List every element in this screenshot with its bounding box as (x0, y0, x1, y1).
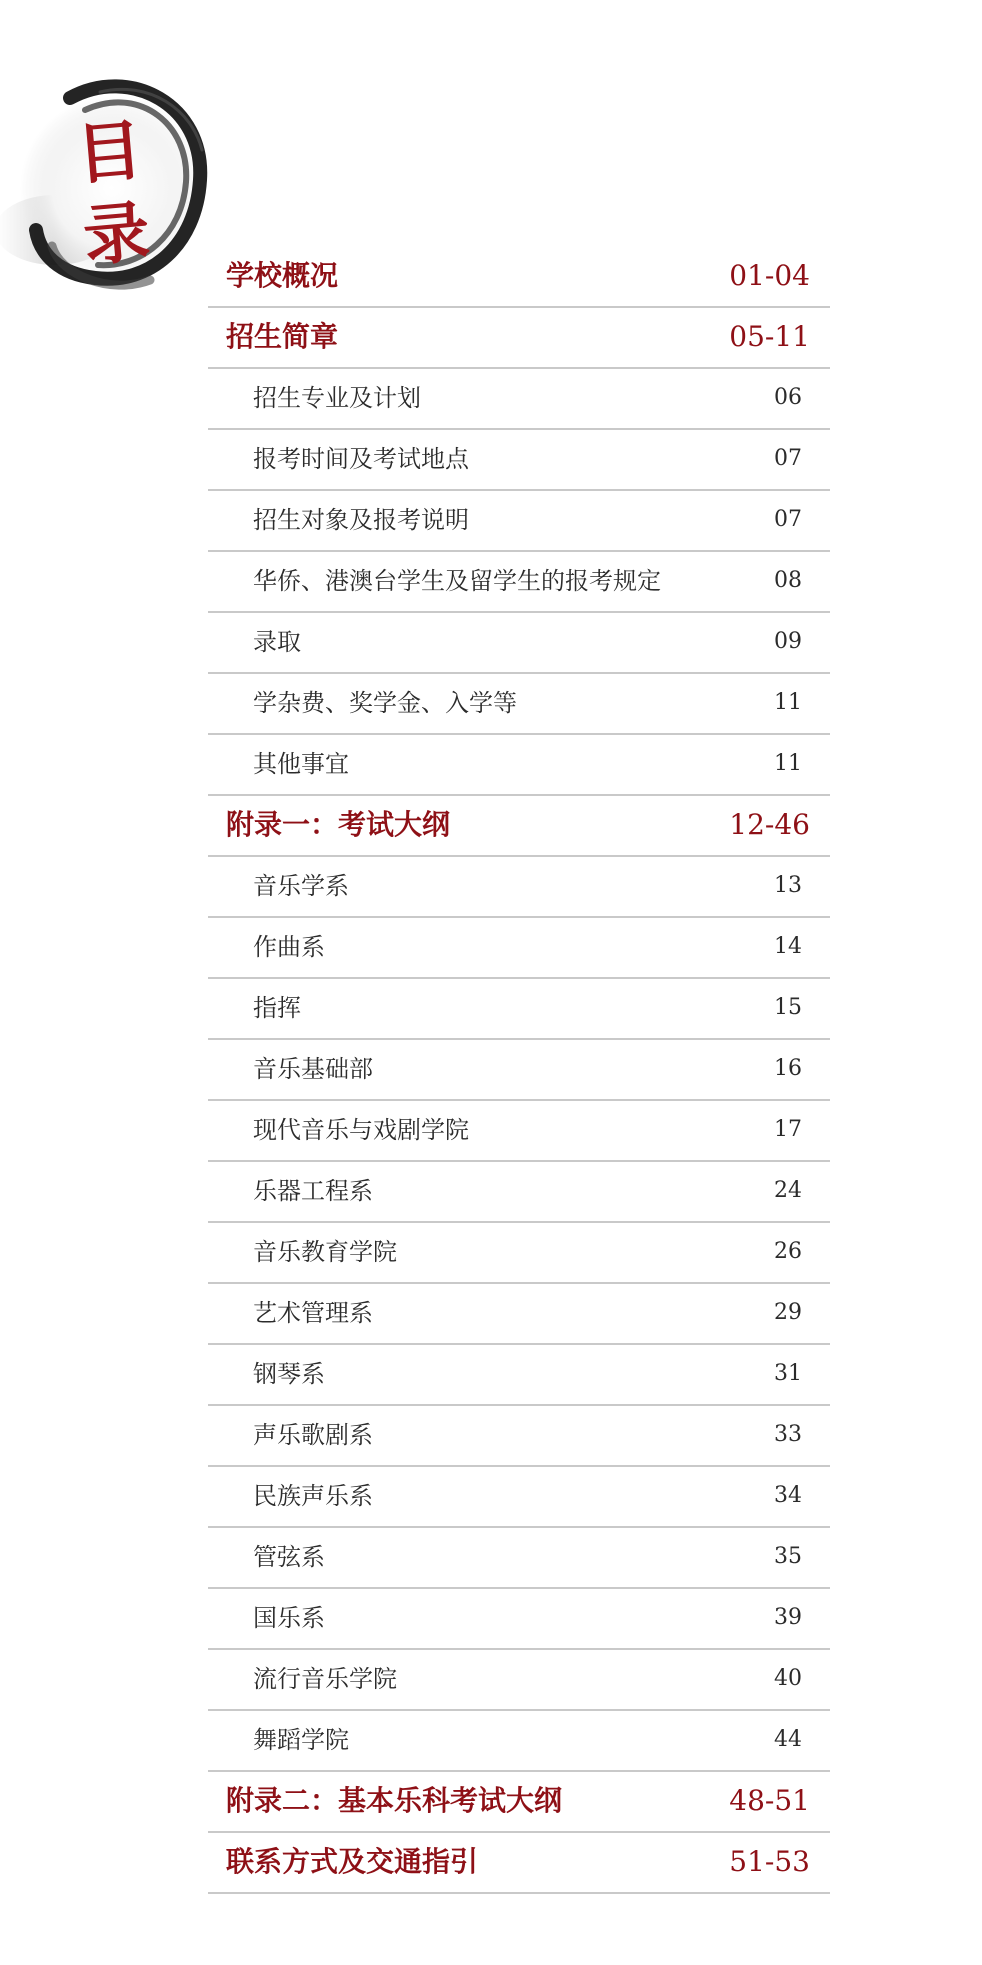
toc-page-number: 33 (774, 1422, 802, 1447)
toc-subsection-title: 招生专业及计划 (253, 384, 421, 412)
toc-subsection-title: 乐器工程系 (253, 1177, 373, 1205)
toc-section-title: 学校概况 (226, 259, 339, 292)
toc-subsection-title: 声乐歌剧系 (253, 1421, 373, 1449)
toc-section-title: 联系方式及交通指引 (226, 1845, 479, 1878)
toc-page-number: 07 (774, 446, 802, 471)
toc-section-title: 招生简章 (226, 320, 339, 353)
toc-subsection-row (208, 1406, 830, 1467)
toc-page-number: 06 (774, 385, 802, 410)
toc-subsection-row (208, 430, 830, 491)
toc-section-row (208, 308, 830, 369)
toc-page-number: 26 (774, 1239, 802, 1264)
logo-title: 目录 (73, 111, 153, 276)
toc-page-number: 31 (774, 1361, 802, 1386)
toc-section-row (208, 247, 830, 308)
toc-page-number: 29 (774, 1300, 802, 1325)
toc-section-row (208, 796, 830, 857)
toc-page-number: 48-51 (729, 1784, 810, 1817)
toc-subsection-title: 报考时间及考试地点 (253, 445, 469, 473)
toc-page-number: 16 (774, 1056, 802, 1081)
toc-subsection-title: 其他事宜 (253, 750, 349, 778)
toc-subsection-row (208, 1589, 830, 1650)
toc-subsection-title: 招生对象及报考说明 (253, 506, 469, 534)
toc-page-number: 05-11 (729, 320, 810, 353)
toc-subsection-row (208, 1345, 830, 1406)
toc-subsection-row (208, 857, 830, 918)
toc-subsection-row (208, 1528, 830, 1589)
toc-page-number: 07 (774, 507, 802, 532)
toc-subsection-title: 钢琴系 (253, 1360, 325, 1388)
toc-page-number: 51-53 (729, 1845, 810, 1878)
toc-section-row (208, 1833, 830, 1894)
toc-subsection-title: 指挥 (253, 994, 301, 1022)
toc-subsection-row (208, 979, 830, 1040)
toc-subsection-row (208, 552, 830, 613)
toc-subsection-row (208, 1650, 830, 1711)
toc-page-number: 13 (774, 873, 802, 898)
toc-subsection-title: 华侨、港澳台学生及留学生的报考规定 (253, 567, 661, 595)
toc-page-number: 11 (774, 751, 802, 776)
toc-subsection-row (208, 918, 830, 979)
toc-page-number: 44 (774, 1727, 802, 1752)
toc-subsection-title: 民族声乐系 (253, 1482, 373, 1510)
toc-subsection-row (208, 674, 830, 735)
toc-page-number: 35 (774, 1544, 802, 1569)
toc-page-number: 11 (774, 690, 802, 715)
toc-page-number: 15 (774, 995, 802, 1020)
toc-subsection-title: 音乐学系 (253, 872, 349, 900)
toc-page-number: 40 (774, 1666, 802, 1691)
toc-subsection-title: 管弦系 (253, 1543, 325, 1571)
toc-subsection-title: 作曲系 (253, 933, 325, 961)
toc-subsection-title: 现代音乐与戏剧学院 (253, 1116, 469, 1144)
toc-page-number: 12-46 (729, 808, 810, 841)
toc-subsection-row (208, 735, 830, 796)
table-of-contents (208, 247, 830, 1894)
toc-page-number: 39 (774, 1605, 802, 1630)
toc-subsection-row (208, 1284, 830, 1345)
toc-subsection-row (208, 1711, 830, 1772)
toc-subsection-title: 录取 (253, 628, 301, 656)
toc-subsection-title: 流行音乐学院 (253, 1665, 397, 1693)
toc-subsection-title: 艺术管理系 (253, 1299, 373, 1327)
toc-subsection-row (208, 491, 830, 552)
toc-subsection-row (208, 369, 830, 430)
toc-subsection-row (208, 1101, 830, 1162)
toc-subsection-title: 音乐教育学院 (253, 1238, 397, 1266)
toc-section-title: 附录二：基本乐科考试大纲 (226, 1784, 563, 1817)
toc-subsection-row (208, 1467, 830, 1528)
toc-subsection-row (208, 1040, 830, 1101)
toc-page-number: 01-04 (729, 259, 810, 292)
toc-subsection-row (208, 613, 830, 674)
toc-subsection-title: 音乐基础部 (253, 1055, 373, 1083)
toc-subsection-title: 国乐系 (253, 1604, 325, 1632)
toc-subsection-row (208, 1162, 830, 1223)
toc-section-row (208, 1772, 830, 1833)
toc-subsection-title: 舞蹈学院 (253, 1726, 349, 1754)
toc-page-number: 14 (774, 934, 802, 959)
toc-page-number: 34 (774, 1483, 802, 1508)
toc-section-title: 附录一：考试大纲 (226, 808, 451, 841)
toc-page-number: 17 (774, 1117, 802, 1142)
toc-page-number: 08 (774, 568, 802, 593)
toc-subsection-title: 学杂费、奖学金、入学等 (253, 689, 517, 717)
toc-subsection-row (208, 1223, 830, 1284)
toc-page-number: 24 (774, 1178, 802, 1203)
toc-page-number: 09 (774, 629, 802, 654)
